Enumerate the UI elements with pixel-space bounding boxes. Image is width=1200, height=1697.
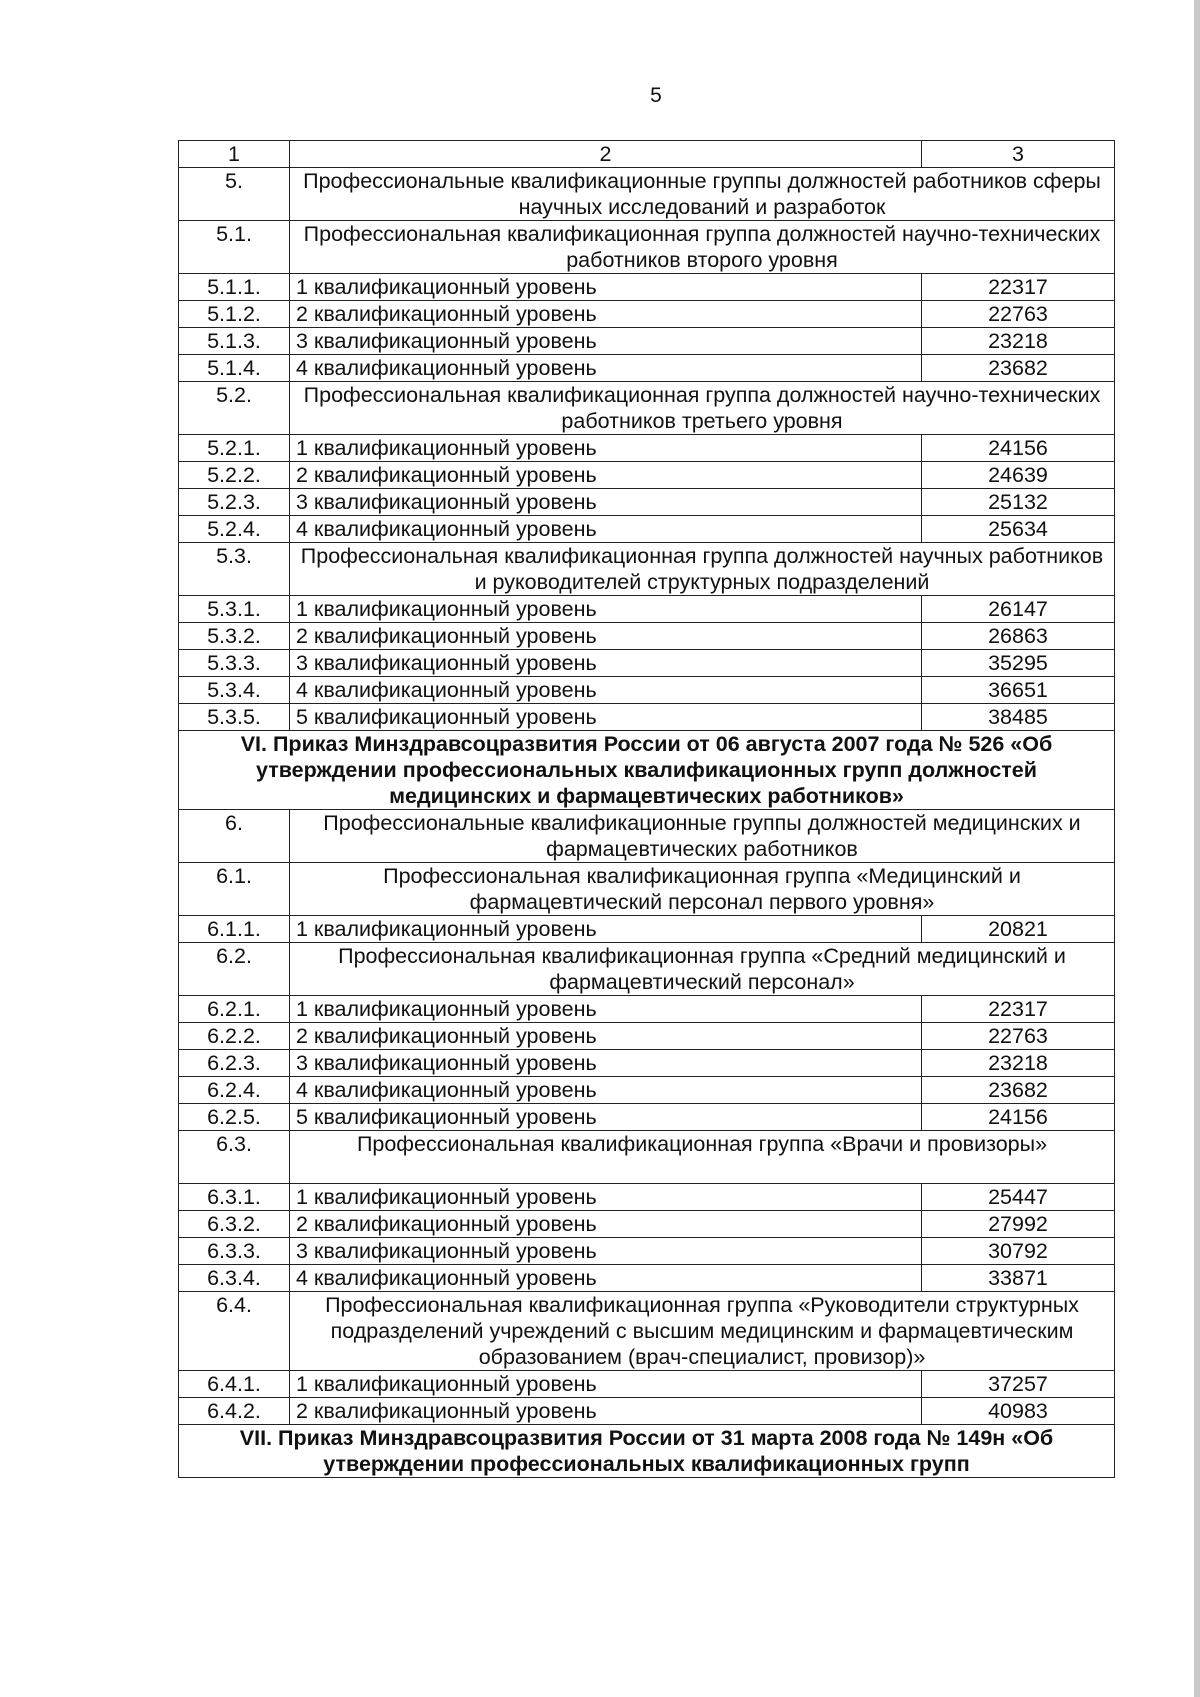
salary-value: 23682 (922, 1077, 1115, 1104)
level-row (179, 650, 1115, 677)
group-title: Профессиональная квалификационная группа «Средний медицинский и фармацевтический персонал» (290, 943, 1115, 996)
row-number: 5.3.1. (179, 596, 290, 623)
section-heading: VI. Приказ Минздравсоцразвития России от 06 августа 2007 года № 526 «Об утверждении профессиональных квалификационных групп должностей медицинских и фармацевтических работников» (179, 731, 1115, 810)
level-label: 1 квалификационный уровень (290, 916, 922, 943)
level-label: 3 квалификационный уровень (290, 489, 922, 516)
row-number: 6.2.3. (179, 1050, 290, 1077)
level-row (179, 301, 1115, 328)
row-number: 6.1. (179, 863, 290, 916)
row-number: 5. (179, 168, 290, 221)
level-label: 1 квалификационный уровень (290, 596, 922, 623)
row-number: 5.2.1. (179, 435, 290, 462)
group-row (179, 1131, 1115, 1184)
group-row (179, 543, 1115, 596)
group-title: Профессиональная квалификационная группа «Медицинский и фармацевтический персонал первого уровня» (290, 863, 1115, 916)
group-title: Профессиональная квалификационная группа «Врачи и провизоры» (290, 1131, 1115, 1184)
level-label: 4 квалификационный уровень (290, 677, 922, 704)
row-number: 6.3. (179, 1131, 290, 1184)
level-label: 1 квалификационный уровень (290, 1371, 922, 1398)
level-label: 1 квалификационный уровень (290, 435, 922, 462)
row-number: 6.3.1. (179, 1184, 290, 1211)
group-row (179, 168, 1115, 221)
level-label: 1 квалификационный уровень (290, 996, 922, 1023)
row-number: 5.1.3. (179, 328, 290, 355)
group-row (179, 221, 1115, 274)
row-number: 5.1. (179, 221, 290, 274)
level-label: 2 квалификационный уровень (290, 1211, 922, 1238)
table-header-row (179, 141, 1115, 168)
level-label: 2 квалификационный уровень (290, 1023, 922, 1050)
column-header-2: 2 (290, 141, 922, 168)
salary-value: 33871 (922, 1265, 1115, 1292)
level-row (179, 704, 1115, 731)
level-label: 1 квалификационный уровень (290, 274, 922, 301)
row-number: 5.3. (179, 543, 290, 596)
row-number: 5.3.2. (179, 623, 290, 650)
row-number: 5.2.3. (179, 489, 290, 516)
row-number: 6.3.4. (179, 1265, 290, 1292)
salary-value: 25634 (922, 516, 1115, 543)
level-row (179, 489, 1115, 516)
row-number: 6.2.1. (179, 996, 290, 1023)
level-row (179, 1184, 1115, 1211)
level-label: 5 квалификационный уровень (290, 1104, 922, 1131)
level-row (179, 996, 1115, 1023)
level-label: 4 квалификационный уровень (290, 1265, 922, 1292)
group-title: Профессиональная квалификационная группа «Руководители структурных подразделений учреждений с высшим медицинским и фармацевтическим образованием (врач-специалист, провизор)» (290, 1292, 1115, 1371)
level-label: 4 квалификационный уровень (290, 516, 922, 543)
row-number: 6.4.2. (179, 1398, 290, 1425)
salary-value: 26863 (922, 623, 1115, 650)
row-number: 5.1.2. (179, 301, 290, 328)
level-row (179, 1371, 1115, 1398)
salary-value: 23218 (922, 1050, 1115, 1077)
level-label: 4 квалификационный уровень (290, 1077, 922, 1104)
salary-value: 40983 (922, 1398, 1115, 1425)
salary-value: 22317 (922, 996, 1115, 1023)
level-row (179, 623, 1115, 650)
row-number: 6.3.3. (179, 1238, 290, 1265)
salary-value: 36651 (922, 677, 1115, 704)
group-row (179, 863, 1115, 916)
level-row (179, 1398, 1115, 1425)
level-row (179, 435, 1115, 462)
row-number: 5.2. (179, 382, 290, 435)
row-number: 6.2.5. (179, 1104, 290, 1131)
salary-value: 22763 (922, 1023, 1115, 1050)
section-heading-row (179, 1425, 1115, 1478)
level-row (179, 328, 1115, 355)
row-number: 5.3.3. (179, 650, 290, 677)
salary-table (178, 140, 1115, 1478)
salary-value: 27992 (922, 1211, 1115, 1238)
salary-value: 20821 (922, 916, 1115, 943)
group-title: Профессиональные квалификационные группы должностей работников сферы научных исследований и разработок (290, 168, 1115, 221)
group-row (179, 943, 1115, 996)
row-number: 6.3.2. (179, 1211, 290, 1238)
row-number: 5.2.2. (179, 462, 290, 489)
group-title: Профессиональные квалификационные группы должностей медицинских и фармацевтических работников (290, 810, 1115, 863)
row-number: 6.2. (179, 943, 290, 996)
row-number: 5.1.4. (179, 355, 290, 382)
row-number: 5.2.4. (179, 516, 290, 543)
salary-value: 35295 (922, 650, 1115, 677)
row-number: 5.3.4. (179, 677, 290, 704)
row-number: 6.2.2. (179, 1023, 290, 1050)
group-row (179, 810, 1115, 863)
level-row (179, 1023, 1115, 1050)
level-label: 2 квалификационный уровень (290, 301, 922, 328)
level-label: 4 квалификационный уровень (290, 355, 922, 382)
salary-value: 37257 (922, 1371, 1115, 1398)
row-number: 5.1.1. (179, 274, 290, 301)
group-title: Профессиональная квалификационная группа должностей научных работников и руководителей структурных подразделений (290, 543, 1115, 596)
row-number: 6.1.1. (179, 916, 290, 943)
level-label: 2 квалификационный уровень (290, 462, 922, 489)
level-label: 3 квалификационный уровень (290, 328, 922, 355)
level-row (179, 677, 1115, 704)
level-row (179, 1050, 1115, 1077)
level-row (179, 1238, 1115, 1265)
salary-value: 25447 (922, 1184, 1115, 1211)
level-row (179, 516, 1115, 543)
level-row (179, 1265, 1115, 1292)
level-row (179, 1077, 1115, 1104)
level-label: 2 квалификационный уровень (290, 623, 922, 650)
level-row (179, 1211, 1115, 1238)
salary-value: 22317 (922, 274, 1115, 301)
page-number: 5 (650, 84, 662, 107)
salary-value: 22763 (922, 301, 1115, 328)
table-body (179, 141, 1115, 1478)
salary-value: 23682 (922, 355, 1115, 382)
salary-value: 38485 (922, 704, 1115, 731)
level-row (179, 462, 1115, 489)
row-number: 5.3.5. (179, 704, 290, 731)
column-header-1: 1 (179, 141, 290, 168)
level-label: 3 квалификационный уровень (290, 1238, 922, 1265)
row-number: 6.2.4. (179, 1077, 290, 1104)
level-row (179, 355, 1115, 382)
salary-value: 26147 (922, 596, 1115, 623)
salary-value: 23218 (922, 328, 1115, 355)
level-label: 1 квалификационный уровень (290, 1184, 922, 1211)
group-row (179, 382, 1115, 435)
level-row (179, 916, 1115, 943)
level-row (179, 274, 1115, 301)
level-row (179, 1104, 1115, 1131)
page-edge (1194, 0, 1200, 1697)
level-row (179, 596, 1115, 623)
group-title: Профессиональная квалификационная группа должностей научно-технических работников второго уровня (290, 221, 1115, 274)
level-label: 5 квалификационный уровень (290, 704, 922, 731)
salary-value: 30792 (922, 1238, 1115, 1265)
level-label: 2 квалификационный уровень (290, 1398, 922, 1425)
salary-value: 24639 (922, 462, 1115, 489)
row-number: 6.4. (179, 1292, 290, 1371)
row-number: 6.4.1. (179, 1371, 290, 1398)
level-label: 3 квалификационный уровень (290, 650, 922, 677)
section-heading-row (179, 731, 1115, 810)
group-title: Профессиональная квалификационная группа должностей научно-технических работников третьего уровня (290, 382, 1115, 435)
salary-value: 24156 (922, 435, 1115, 462)
row-number: 6. (179, 810, 290, 863)
group-row (179, 1292, 1115, 1371)
section-heading: VII. Приказ Минздравсоцразвития России от 31 марта 2008 года № 149н «Об утверждении профессиональных квалификационных групп (179, 1425, 1115, 1478)
salary-value: 25132 (922, 489, 1115, 516)
column-header-3: 3 (922, 141, 1115, 168)
salary-value: 24156 (922, 1104, 1115, 1131)
level-label: 3 квалификационный уровень (290, 1050, 922, 1077)
